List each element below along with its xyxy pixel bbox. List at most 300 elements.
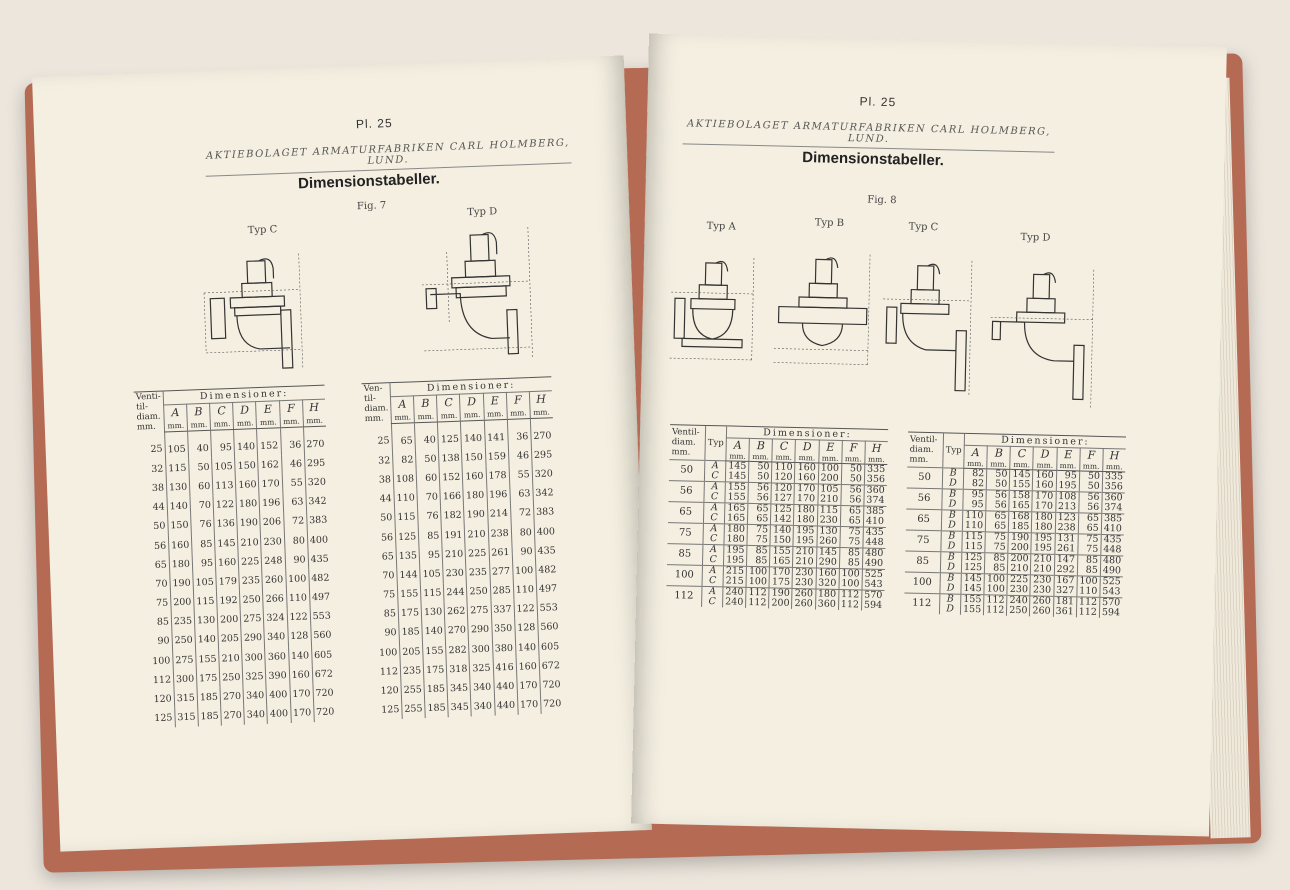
- dimension-cell: 100: [746, 566, 769, 577]
- dimension-cell: 210: [1031, 564, 1054, 575]
- dimension-cell: 260: [792, 588, 815, 599]
- dimension-cell: 82: [392, 450, 416, 470]
- dimension-cell: 261: [1054, 544, 1077, 555]
- dimension-cell: 165: [770, 556, 793, 567]
- dimension-cell: 342: [533, 483, 556, 503]
- type-cell: B: [942, 489, 963, 500]
- header-text: mm.: [136, 421, 156, 433]
- dimension-cell: 570: [862, 590, 885, 601]
- dimension-cell: 435: [535, 541, 558, 561]
- dimension-cell: 65: [391, 422, 415, 451]
- valve-diameter-cell: 85: [667, 544, 703, 566]
- dimension-cell: 235: [466, 562, 490, 582]
- dimension-cell: 112: [746, 587, 769, 598]
- dimension-cell: 295: [304, 453, 327, 473]
- dimension-cell: 100: [285, 569, 309, 589]
- column-letter-h: H: [1103, 448, 1126, 462]
- dimension-cell: 720: [313, 683, 336, 703]
- dimension-cell: 75: [747, 524, 770, 535]
- dimension-cell: 56: [986, 490, 1009, 501]
- page-heading: Dimensionstabeller.: [297, 170, 441, 193]
- dimension-cell: 435: [863, 527, 886, 538]
- header-text: diam.: [909, 444, 934, 456]
- valve-diameter-cell: 65: [668, 502, 704, 524]
- dimension-cell: 235: [239, 571, 263, 591]
- dimension-cell: 127: [771, 493, 794, 504]
- dimension-cell: 165: [725, 503, 748, 514]
- dimension-cell: 215: [723, 566, 746, 577]
- dimension-cell: 160: [236, 475, 260, 495]
- dimension-cell: 115: [165, 458, 189, 478]
- dimension-cell: 360: [864, 485, 887, 496]
- dimension-cell: 230: [793, 567, 816, 578]
- column-letter-f: F: [842, 441, 865, 455]
- valve-diameter-cell: 56: [668, 481, 704, 503]
- valve-diameter-header: [361, 383, 391, 425]
- dimension-cell: 147: [1054, 554, 1077, 565]
- dimension-cell: 65: [748, 503, 771, 514]
- dimension-cell: 181: [1053, 596, 1076, 607]
- dimension-cell: 180: [815, 589, 838, 600]
- dimension-cell: 160: [795, 462, 818, 473]
- valve-drawing-typ-d: [987, 259, 1100, 411]
- dimension-cell: 440: [493, 677, 517, 697]
- dimension-cell: 324: [264, 608, 288, 628]
- dimension-cell: 141: [484, 419, 508, 448]
- dimension-cell: 380: [492, 638, 516, 658]
- dimension-cell: 131: [1055, 533, 1078, 544]
- dimension-cell: 235: [400, 661, 424, 681]
- dimension-cell: 65: [748, 514, 771, 525]
- dimension-cell: 145: [816, 547, 839, 558]
- dimension-cell: 285: [490, 581, 514, 601]
- valve-diameter-cell: 25: [150, 443, 163, 456]
- column-letter-h: H: [865, 441, 888, 455]
- dimension-cell: 180: [794, 515, 817, 526]
- dimension-cell: 85: [191, 534, 215, 554]
- dimension-cell: 325: [470, 658, 494, 678]
- company-name: AKTIEBOLAGET ARMATURFABRIKEN CARL HOLMBERG, LUND.: [683, 118, 1055, 152]
- unit-label: mm.: [414, 410, 438, 422]
- dimension-cell: 140: [234, 428, 258, 457]
- type-cell: B: [943, 468, 964, 479]
- valve-diameter-cell: 70: [382, 570, 395, 582]
- type-label-c: Typ C: [908, 221, 939, 234]
- dimension-cell: 210: [442, 544, 466, 564]
- type-cell: D: [941, 520, 962, 531]
- dimension-cell: 390: [266, 666, 290, 686]
- unit-label: mm.: [842, 454, 865, 464]
- dimension-cell: 85: [1077, 555, 1100, 566]
- dimension-cell: 214: [487, 504, 511, 524]
- dimension-cell: 75: [840, 527, 863, 538]
- column-letter-a: A: [726, 438, 749, 452]
- type-cell: A: [703, 523, 724, 534]
- dimension-cell: 160: [168, 535, 192, 555]
- type-cell: B: [942, 510, 963, 521]
- valve-diameter-cell: 90: [157, 635, 170, 648]
- dimension-cell: 150: [770, 535, 793, 546]
- dimension-cell: 553: [310, 607, 333, 627]
- dimension-cell: 145: [726, 461, 749, 472]
- valve-diameter-cell: 32: [378, 455, 391, 467]
- dimension-cell: 55: [282, 473, 306, 493]
- dimension-cell: 410: [1101, 524, 1124, 535]
- header-text: diam.: [364, 403, 389, 415]
- valve-drawing-typ-d: [416, 219, 541, 363]
- dimension-cell: 175: [423, 660, 447, 680]
- column-letter-c: C: [772, 439, 795, 453]
- unit-label: mm.: [460, 409, 484, 421]
- dimension-cell: 482: [535, 560, 558, 580]
- dimension-cell: 356: [864, 475, 887, 486]
- dimension-cell: 76: [418, 507, 442, 527]
- valve-diameter-cell: 100: [378, 646, 398, 659]
- dimension-cell: 210: [817, 494, 840, 505]
- dimension-cell: 192: [217, 591, 241, 611]
- dimension-cell: 70: [190, 496, 214, 516]
- dimension-cell: 95: [211, 429, 235, 458]
- column-letter-c: C: [1010, 446, 1033, 460]
- dimension-cell: 400: [266, 685, 290, 705]
- plate-number: Pl. 25: [355, 115, 393, 132]
- valve-diameter-cell: 65: [906, 509, 942, 531]
- dimension-cell: 128: [514, 618, 538, 638]
- unit-label: mm.: [964, 459, 987, 469]
- dimension-cell: 110: [513, 580, 537, 600]
- table-body: [135, 426, 337, 729]
- dimension-cell: 290: [241, 628, 265, 648]
- dimension-cell: 90: [285, 550, 309, 570]
- dimension-cell: 182: [441, 506, 465, 526]
- valve-drawing-typ-b: [771, 244, 874, 378]
- dimension-cell: 105: [164, 431, 188, 460]
- dimension-cell: 115: [962, 542, 985, 553]
- dimension-cell: 155: [960, 605, 983, 616]
- dimension-cell: 140: [167, 497, 191, 517]
- dimension-cell: 300: [173, 669, 197, 689]
- dimension-cell: 165: [724, 513, 747, 524]
- dimension-cell: 140: [422, 622, 446, 642]
- valve-drawing-typ-c: [198, 239, 313, 373]
- dimension-cell: 50: [841, 464, 864, 475]
- dimension-cell: 255: [402, 699, 426, 719]
- dimension-cell: 594: [861, 601, 884, 612]
- dimension-cell: 270: [303, 426, 327, 454]
- dimension-cell: 315: [175, 708, 199, 728]
- dimension-cell: 140: [770, 525, 793, 536]
- dimension-cell: 497: [536, 579, 559, 599]
- dimension-cell: 170: [290, 684, 314, 704]
- dimension-cell: 200: [1008, 553, 1031, 564]
- dimension-cell: 175: [196, 668, 220, 688]
- dimension-cell: 240: [723, 597, 746, 608]
- dimension-cell: 195: [1056, 481, 1079, 492]
- dimension-cell: 190: [769, 588, 792, 599]
- dimension-cell: 480: [1100, 555, 1123, 566]
- dimension-cell: 85: [985, 553, 1008, 564]
- dimension-cell: 342: [306, 492, 329, 512]
- column-letter-e: E: [256, 401, 280, 417]
- column-letter-a: A: [390, 396, 414, 412]
- dimension-cell: 195: [723, 555, 746, 566]
- header-text: mm.: [909, 454, 929, 465]
- dimension-cell: 145: [961, 573, 984, 584]
- dimension-cell: 270: [220, 687, 244, 707]
- dimension-cell: 75: [985, 542, 1008, 553]
- dimension-cell: 250: [219, 668, 243, 688]
- type-cell: A: [705, 460, 726, 471]
- type-cell: C: [704, 513, 725, 524]
- dimension-cell: 190: [464, 505, 488, 525]
- dimension-cell: 50: [189, 457, 213, 477]
- dimension-cell: 205: [399, 642, 423, 662]
- dimension-cell: 63: [509, 484, 533, 504]
- dimension-cell: 75: [840, 537, 863, 548]
- dimension-cell: 155: [196, 649, 220, 669]
- dimension-cell: 115: [962, 531, 985, 542]
- dimension-cell: 205: [218, 629, 242, 649]
- dimension-cell: 82: [963, 479, 986, 490]
- valve-diameter-cell: 112: [666, 586, 702, 607]
- dimension-cell: 155: [725, 482, 748, 493]
- dimension-cell: 672: [312, 664, 335, 684]
- dimension-cell: 672: [539, 656, 562, 676]
- dimension-cell: 65: [986, 511, 1009, 522]
- dimension-cell: 115: [420, 583, 444, 603]
- type-header: Typ: [705, 425, 727, 460]
- table-body: [904, 467, 1125, 618]
- dimension-cell: 155: [423, 641, 447, 661]
- dimension-cell: 262: [444, 602, 468, 622]
- dimension-cell: 195: [724, 545, 747, 556]
- unit-label: mm.: [233, 417, 257, 429]
- dimension-cell: 150: [235, 456, 259, 476]
- dimension-cell: 385: [863, 506, 886, 517]
- dimension-cell: 36: [280, 426, 304, 455]
- header-text: Venti-: [135, 391, 161, 403]
- dimension-cell: 292: [1054, 565, 1077, 576]
- dimension-cell: 560: [311, 626, 334, 646]
- dimension-cell: 230: [817, 515, 840, 526]
- type-cell: B: [941, 531, 962, 542]
- dimension-cell: 448: [863, 538, 886, 549]
- dimension-cell: 120: [772, 472, 795, 483]
- dimension-cell: 100: [984, 584, 1007, 595]
- dimension-cell: 356: [1102, 482, 1125, 493]
- dimension-cell: 170: [516, 676, 540, 696]
- dimension-cell: 230: [1031, 575, 1054, 586]
- dimension-cell: 112: [984, 595, 1007, 606]
- dimension-cell: 270: [221, 706, 245, 726]
- dimension-cell: 480: [863, 548, 886, 559]
- unit-label: mm.: [187, 419, 211, 431]
- dimension-cell: 80: [284, 531, 308, 551]
- dimension-cell: 255: [401, 680, 425, 700]
- dimension-cell: 230: [1007, 585, 1030, 596]
- unit-label: mm.: [749, 452, 772, 462]
- dimension-cell: 125: [961, 563, 984, 574]
- header-text: Ventil-: [909, 434, 938, 446]
- column-letter-f: F: [279, 400, 303, 416]
- dimension-cell: 40: [188, 430, 212, 459]
- dimension-cell: 180: [1032, 522, 1055, 533]
- dimension-cell: 105: [212, 457, 236, 477]
- valve-drawing-typ-a: [667, 246, 760, 378]
- dimension-cell: 261: [488, 542, 512, 562]
- dimension-cell: 110: [962, 521, 985, 532]
- valve-diameter-cell: 44: [152, 501, 165, 514]
- dimension-cell: 160: [1033, 480, 1056, 491]
- valve-diameter-cell: 125: [154, 712, 173, 725]
- dimension-cell: 108: [1056, 491, 1079, 502]
- type-cell: C: [702, 576, 723, 587]
- type-cell: A: [702, 565, 723, 576]
- dimension-cell: 40: [415, 421, 439, 450]
- dimension-cell: 105: [193, 573, 217, 593]
- dimension-cell: 95: [419, 545, 443, 565]
- column-letter-e: E: [1057, 447, 1080, 461]
- dimension-cell: 570: [1099, 597, 1122, 608]
- valve-diameter-cell: 25: [377, 435, 390, 448]
- valve-diameter-cell: 112: [379, 665, 399, 678]
- dimension-cell: 155: [961, 594, 984, 605]
- dimension-cell: 155: [770, 546, 793, 557]
- dimension-cell: 290: [816, 557, 839, 568]
- dimension-table-fig7-typ-d: [361, 376, 563, 720]
- unit-label: mm.: [1033, 460, 1056, 470]
- dimension-cell: 160: [795, 473, 818, 484]
- dimension-cell: 543: [862, 580, 885, 591]
- dimension-cell: 335: [1102, 471, 1125, 482]
- dimension-cell: 145: [725, 471, 748, 482]
- dimension-cell: 85: [839, 548, 862, 559]
- dimension-cell: 155: [1010, 480, 1033, 491]
- dimension-cell: 108: [393, 469, 417, 489]
- dimension-cell: 210: [465, 524, 489, 544]
- dimension-cell: 325: [243, 667, 267, 687]
- dimension-table-fig7-typ-c: [134, 385, 337, 729]
- dimension-cell: 320: [305, 472, 328, 492]
- dimension-cell: 300: [242, 648, 266, 668]
- unit-label: mm.: [484, 408, 508, 420]
- table-body: [363, 417, 564, 720]
- column-letter-d: D: [233, 401, 257, 417]
- column-letter-b: B: [987, 446, 1010, 460]
- dimension-cell: 128: [287, 627, 311, 647]
- dimension-cell: 374: [1102, 503, 1125, 514]
- dimension-cell: 210: [1008, 564, 1031, 575]
- dimension-cell: 112: [746, 598, 769, 609]
- unit-label: mm.: [530, 406, 553, 418]
- valve-diameter-header: [669, 425, 705, 461]
- dimension-cell: 50: [1079, 481, 1102, 492]
- dimension-cell: 122: [213, 495, 237, 515]
- unit-label: mm.: [1056, 461, 1079, 471]
- dimension-cell: 497: [309, 587, 332, 607]
- valve-diameter-cell: 65: [381, 550, 395, 563]
- dimension-cell: 210: [219, 648, 243, 668]
- dimension-cell: 295: [531, 445, 554, 465]
- dimension-cell: 320: [816, 578, 839, 589]
- dimension-cell: 170: [1032, 491, 1055, 502]
- valve-diameter-cell: 38: [378, 474, 392, 486]
- dimension-cell: 720: [540, 675, 563, 695]
- dimension-cell: 150: [462, 447, 486, 467]
- dimension-cell: 160: [215, 552, 239, 572]
- dimension-cell: 400: [307, 530, 330, 550]
- valve-diameter-cell: 32: [151, 463, 164, 475]
- dimension-cell: 90: [512, 542, 536, 562]
- dimension-cell: 200: [769, 598, 792, 609]
- dimension-cell: 115: [395, 508, 419, 528]
- dimension-cell: 260: [792, 599, 815, 610]
- valve-diameter-cell: 50: [153, 520, 166, 533]
- dimension-cell: 180: [463, 486, 487, 506]
- valve-diameter-cell: 112: [152, 674, 172, 686]
- unit-label: mm.: [507, 407, 531, 419]
- type-header: Typ: [943, 433, 965, 468]
- dimension-cell: 225: [238, 552, 262, 572]
- dimension-cell: 110: [772, 462, 795, 473]
- valve-diameter-cell: 85: [383, 608, 397, 620]
- dimension-cell: 160: [816, 568, 839, 579]
- dimension-cell: 112: [838, 600, 861, 611]
- unit-label: mm.: [280, 415, 304, 427]
- dimension-cell: 125: [438, 421, 462, 450]
- dimension-cell: 290: [468, 620, 492, 640]
- dimension-cell: 180: [236, 494, 260, 514]
- unit-label: mm.: [1103, 462, 1126, 472]
- dimension-cell: 160: [516, 657, 540, 677]
- dimension-cell: 168: [1009, 511, 1032, 522]
- dimension-cell: 282: [446, 640, 470, 660]
- dimension-cell: 230: [261, 532, 285, 552]
- dimension-cell: 277: [489, 562, 513, 582]
- dimension-cell: 155: [397, 584, 421, 604]
- dimension-cell: 100: [1077, 576, 1100, 587]
- dimension-cell: 50: [749, 461, 772, 472]
- dimension-cell: 75: [747, 535, 770, 546]
- valve-diameter-cell: 125: [381, 704, 400, 716]
- figure-label: Fig. 7: [356, 200, 387, 213]
- type-cell: A: [704, 481, 725, 492]
- company-name: AKTIEBOLAGET ARMATURFABRIKEN CARL HOLMBERG, LUND.: [205, 137, 572, 176]
- valve-drawing-typ-c: [879, 251, 978, 403]
- dimension-cell: 50: [841, 474, 864, 485]
- unit-label: mm.: [795, 453, 818, 463]
- dimension-cell: 75: [1078, 534, 1101, 545]
- page-heading: Dimensionstabeller.: [802, 149, 945, 170]
- dimension-cell: 95: [192, 553, 216, 573]
- dimension-cell: 125: [962, 552, 985, 563]
- dimension-cell: 72: [283, 512, 307, 532]
- column-letter-e: E: [483, 392, 507, 408]
- valve-diameter-cell: 56: [153, 540, 167, 552]
- dimension-cell: 185: [1009, 522, 1032, 533]
- dimension-cell: 162: [258, 455, 282, 475]
- dimension-cell: 525: [862, 569, 885, 580]
- dimension-cell: 112: [984, 605, 1007, 616]
- dimension-cell: 180: [794, 504, 817, 515]
- dimension-cell: 85: [985, 563, 1008, 574]
- valve-diameter-cell: 75: [155, 597, 169, 610]
- unit-label: mm.: [210, 418, 234, 430]
- dimension-cell: 113: [212, 476, 236, 496]
- type-cell: D: [942, 478, 963, 489]
- dimension-cell: 70: [417, 487, 441, 507]
- dimension-cell: 50: [416, 449, 440, 469]
